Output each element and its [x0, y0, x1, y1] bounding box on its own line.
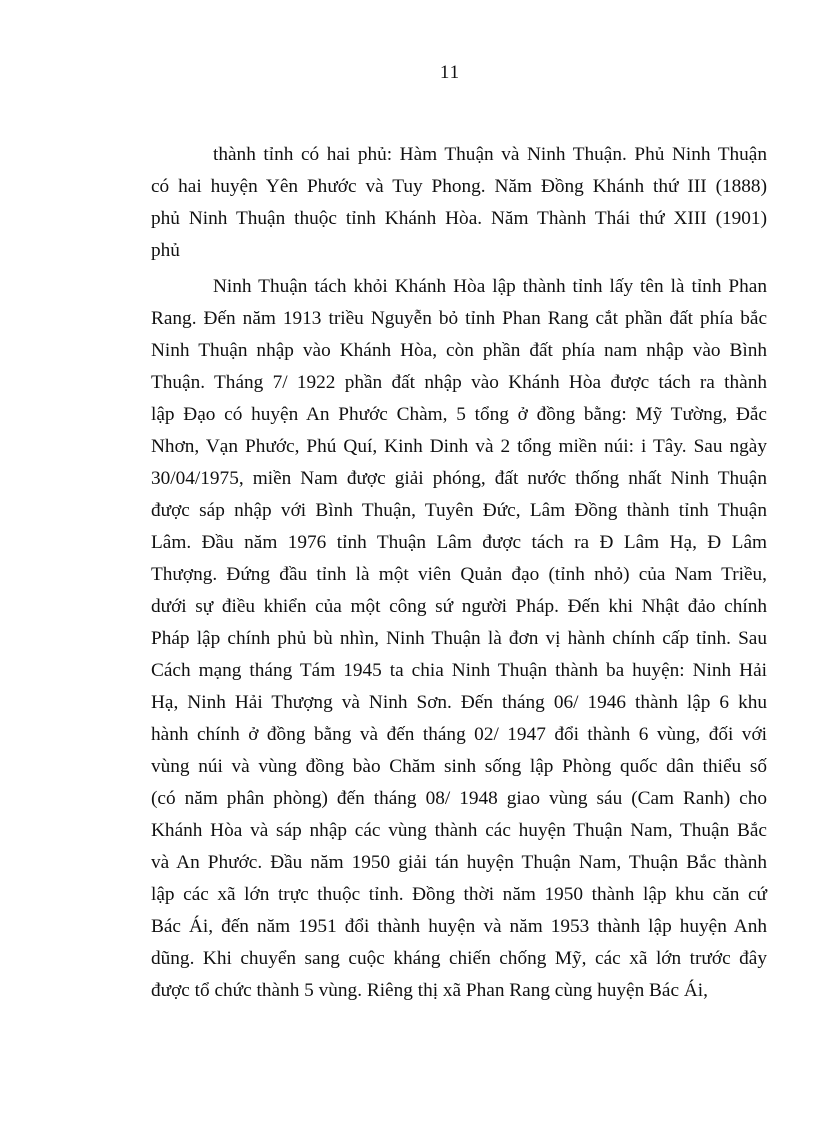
page-number: 11	[439, 62, 461, 83]
text-line: Cách mạng tháng Tám 1945 ta chia Ninh Thuận thành ba huyện: Ninh Hải	[151, 660, 767, 681]
text-line: lập Đạo có huyện An Phước Chàm, 5 tổng ở đồng bằng: Mỹ Tường, Đắc	[151, 404, 767, 425]
text-line: Ninh Thuận nhập vào Khánh Hòa, còn phần đất phía nam nhập vào Bình	[151, 340, 767, 361]
text-line: dưới sự điều khiển của một công sứ người Pháp. Đến khi Nhật đảo chính	[151, 596, 767, 617]
text-line: Rang. Đến năm 1913 triều Nguyễn bỏ tỉnh Phan Rang cắt phần đất phía bắc	[151, 308, 767, 329]
text-line: có hai huyện Yên Phước và Tuy Phong. Năm Đồng Khánh thứ III (1888)	[151, 176, 767, 197]
text-line: Lâm. Đầu năm 1976 tỉnh Thuận Lâm được tách ra Đ Lâm Hạ, Đ Lâm	[151, 532, 767, 553]
text-line: hành chính ở đồng bằng và đến tháng 02/ 1947 đổi thành 6 vùng, đối với	[151, 724, 767, 745]
text-line: Khánh Hòa và sáp nhập các vùng thành các huyện Thuận Nam, Thuận Bắc	[151, 820, 767, 841]
text-line: lập các xã lớn trực thuộc tỉnh. Đồng thời năm 1950 thành lập khu căn cứ	[151, 884, 767, 905]
text-line: Pháp lập chính phủ bù nhìn, Ninh Thuận là đơn vị hành chính cấp tỉnh. Sau	[151, 628, 767, 649]
text-line: được sáp nhập với Bình Thuận, Tuyên Đức, Lâm Đồng thành tỉnh Thuận	[151, 500, 767, 521]
text-line: 30/04/1975, miền Nam được giải phóng, đất nước thống nhất Ninh Thuận	[151, 468, 767, 489]
text-line: (có năm phân phòng) đến tháng 08/ 1948 giao vùng sáu (Cam Ranh) cho	[151, 788, 767, 809]
text-line: Thuận. Tháng 7/ 1922 phần đất nhập vào Khánh Hòa được tách ra thành	[151, 372, 767, 393]
text-line: Nhơn, Vạn Phước, Phú Quí, Kinh Dinh và 2 tổng miền núi: i Tây. Sau ngày	[151, 436, 767, 457]
paragraph-2	[151, 271, 767, 1007]
body-text	[151, 139, 767, 1007]
paragraph-1	[151, 139, 767, 267]
text-line: Bác Ái, đến năm 1951 đổi thành huyện và năm 1953 thành lập huyện Anh	[151, 916, 767, 937]
text-line: phủ Ninh Thuận thuộc tỉnh Khánh Hòa. Năm Thành Thái thứ XIII (1901)	[151, 208, 767, 229]
text-line: và An Phước. Đầu năm 1950 giải tán huyện Thuận Nam, Thuận Bắc thành	[151, 852, 767, 873]
text-line: Ninh Thuận tách khỏi Khánh Hòa lập thành tỉnh lấy tên là tỉnh Phan	[213, 276, 767, 297]
text-line: thành tỉnh có hai phủ: Hàm Thuận và Ninh Thuận. Phủ Ninh Thuận	[213, 144, 767, 165]
text-line: dũng. Khi chuyển sang cuộc kháng chiến chống Mỹ, các xã lớn trước đây	[151, 948, 767, 969]
text-line: Thượng. Đứng đầu tỉnh là một viên Quản đạo (tỉnh nhỏ) của Nam Triều,	[151, 564, 767, 585]
text-line: Hạ, Ninh Hải Thượng và Ninh Sơn. Đến tháng 06/ 1946 thành lập 6 khu	[151, 692, 767, 713]
text-line: phủ	[151, 240, 180, 261]
text-line: vùng núi và vùng đồng bào Chăm sinh sống lập Phòng quốc dân thiểu số	[151, 756, 767, 777]
text-line: được tổ chức thành 5 vùng. Riêng thị xã Phan Rang cùng huyện Bác Ái,	[151, 980, 708, 1001]
